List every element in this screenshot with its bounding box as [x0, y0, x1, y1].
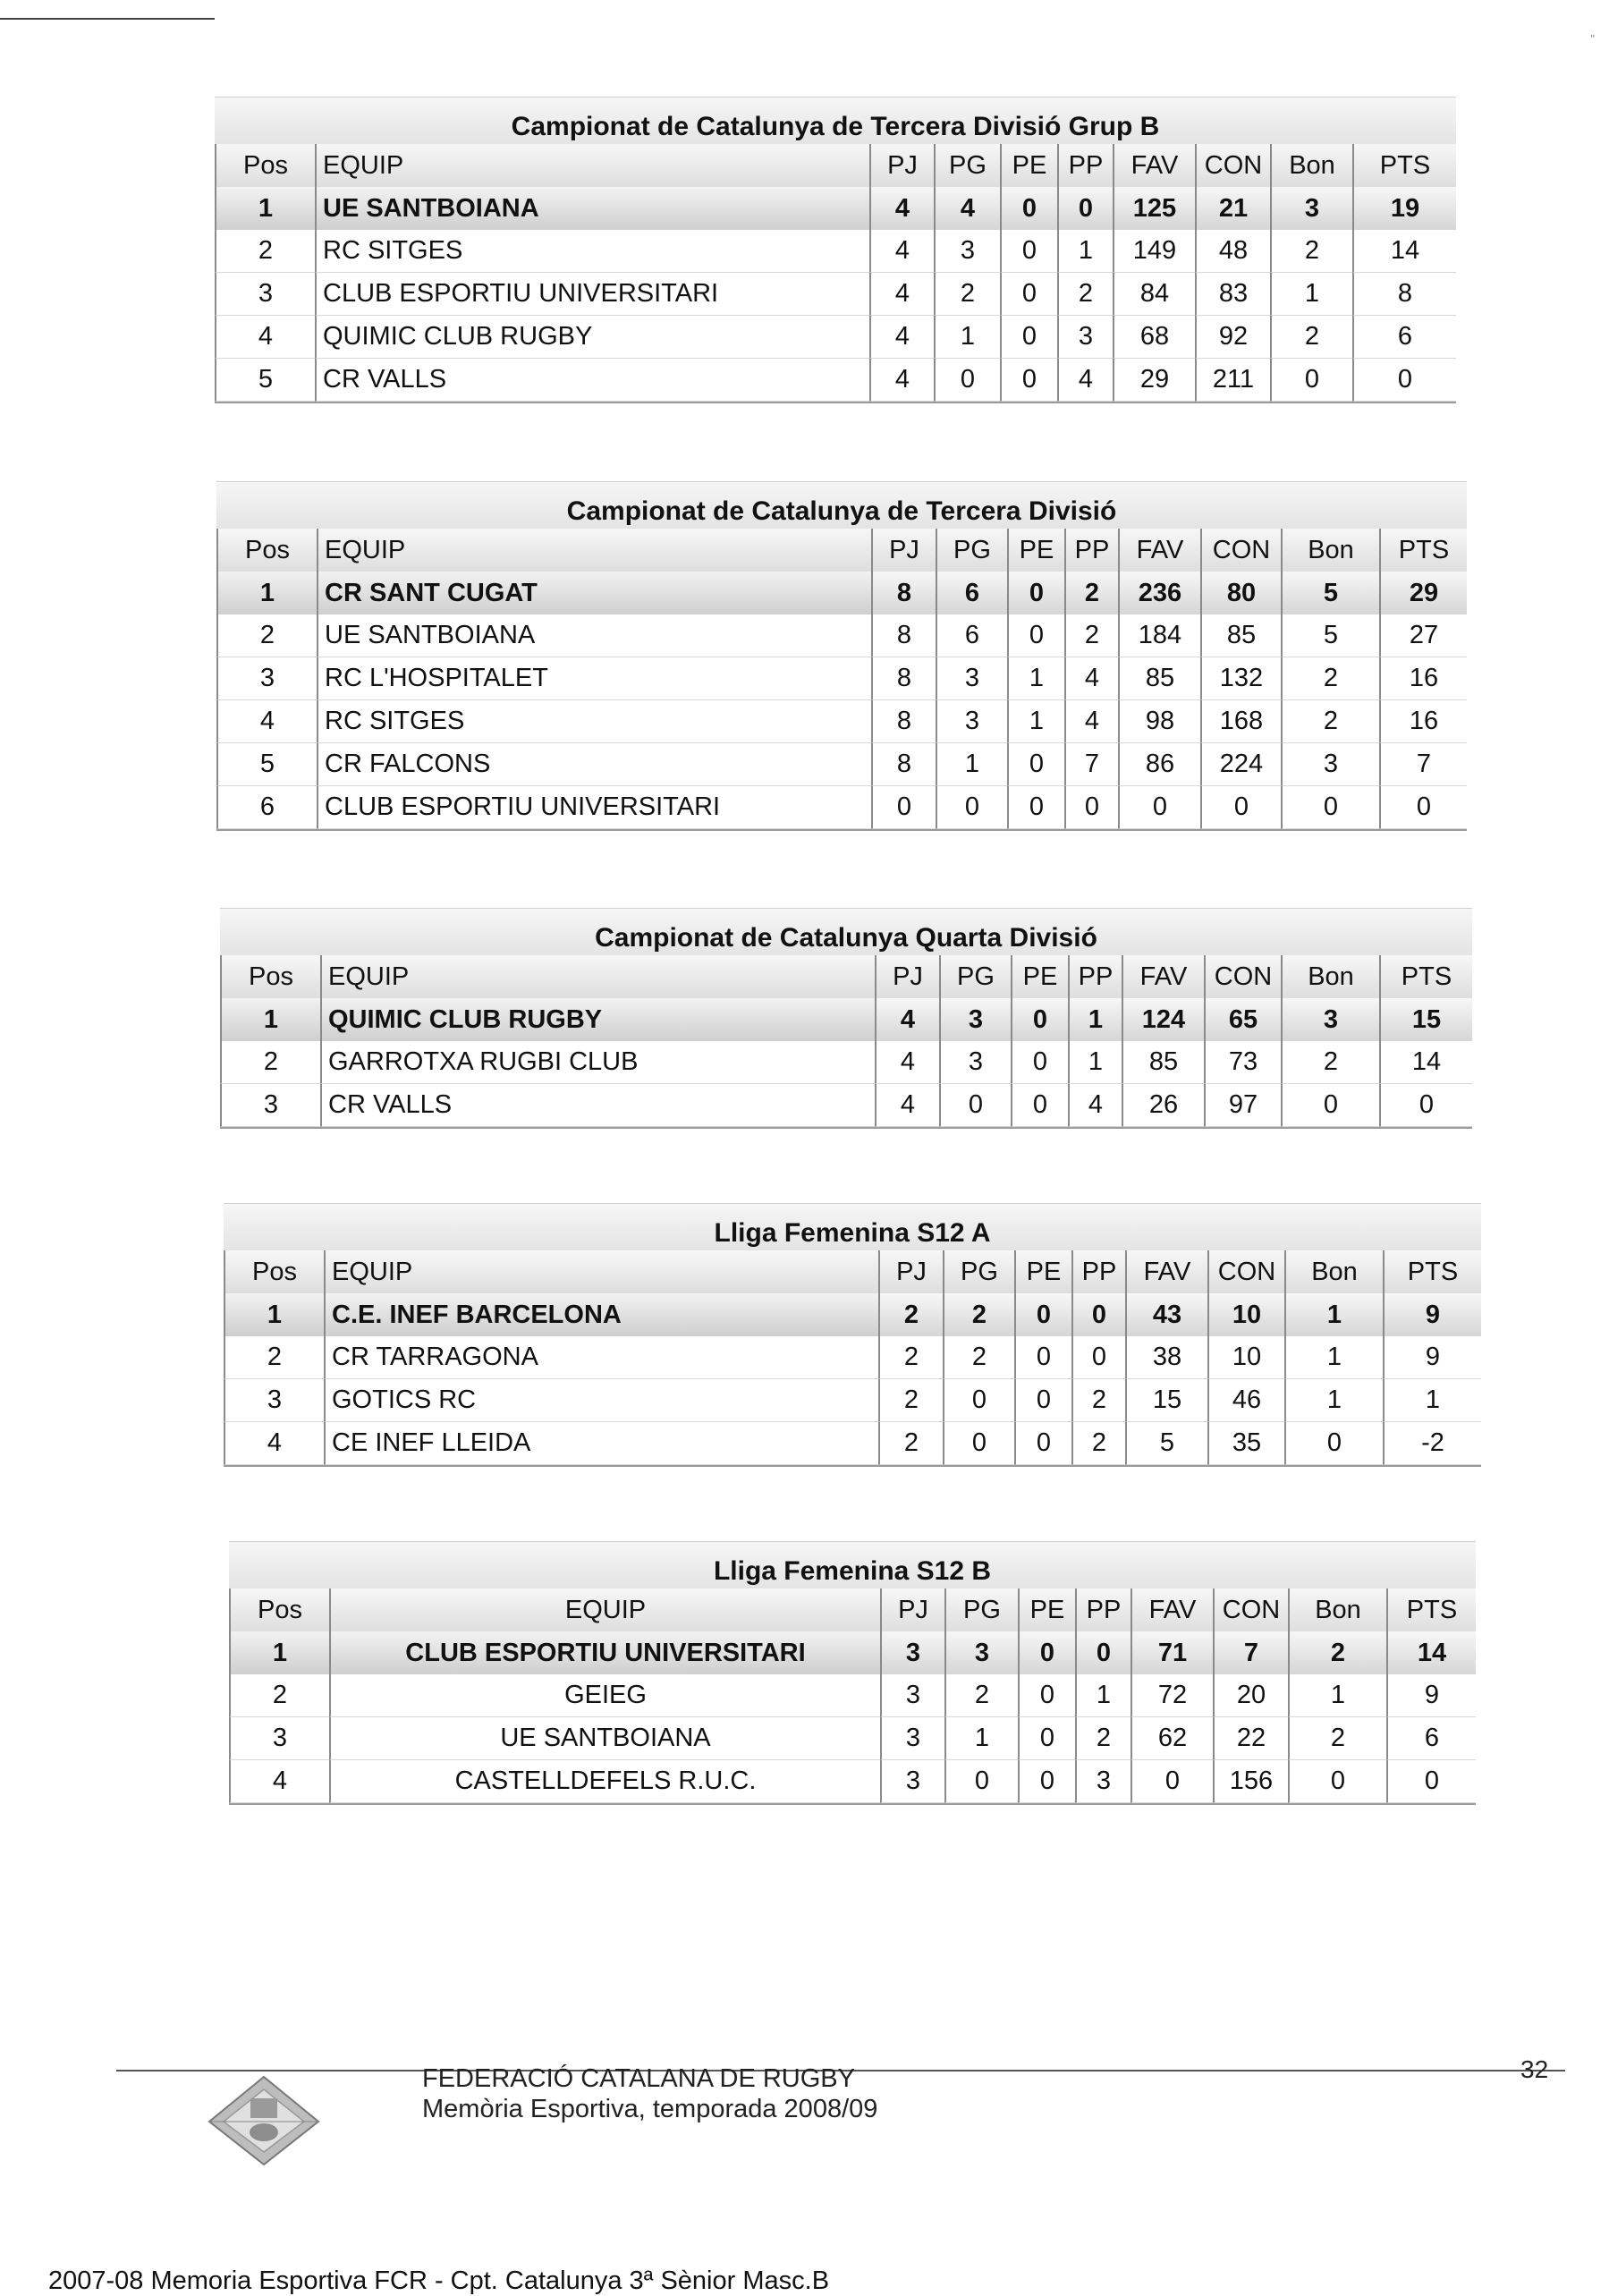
- column-header-fav: FAV: [1113, 144, 1195, 187]
- stat-cell-pg: 0: [943, 1379, 1014, 1422]
- stat-cell-pts: 14: [1352, 230, 1456, 273]
- stat-cell-pos: 2: [224, 1336, 324, 1379]
- stat-cell-pos: 3: [215, 273, 315, 316]
- stat-cell-con: 65: [1204, 998, 1281, 1041]
- stat-cell-pp: 2: [1071, 1422, 1125, 1465]
- stat-cell-fav: 184: [1118, 614, 1200, 657]
- column-header-con: CON: [1213, 1589, 1288, 1631]
- stat-cell-pj: 3: [880, 1760, 944, 1803]
- stat-cell-pj: 4: [869, 316, 934, 359]
- standings-table-femenina-s12-b: [229, 1541, 1476, 1805]
- stat-cell-fav: 0: [1131, 1760, 1213, 1803]
- column-header-pts: PTS: [1383, 1250, 1481, 1293]
- team-name-cell: CE INEF LLEIDA: [324, 1422, 878, 1465]
- column-header-pg: PG: [944, 1589, 1018, 1631]
- column-header-team: EQUIP: [315, 144, 869, 187]
- stat-cell-pe: 0: [1007, 614, 1064, 657]
- table-title: Lliga Femenina S12 A: [224, 1204, 1481, 1250]
- stat-cell-pg: 6: [936, 572, 1007, 614]
- column-header-pg: PG: [936, 529, 1007, 572]
- stat-cell-pos: 1: [229, 1631, 329, 1674]
- stat-cell-pts: 6: [1386, 1717, 1476, 1760]
- stat-cell-con: 168: [1200, 700, 1281, 743]
- column-header-fav: FAV: [1118, 529, 1200, 572]
- team-name-cell: UE SANTBOIANA: [315, 187, 869, 230]
- stat-cell-pg: 3: [939, 1041, 1011, 1084]
- stat-cell-pe: 0: [1000, 273, 1057, 316]
- stat-cell-pj: 8: [871, 572, 936, 614]
- stat-cell-pp: 4: [1068, 1084, 1122, 1127]
- stat-cell-pg: 3: [936, 657, 1007, 700]
- team-name-cell: UE SANTBOIANA: [329, 1717, 880, 1760]
- stat-cell-bon: 5: [1281, 614, 1379, 657]
- team-name-cell: GOTICS RC: [324, 1379, 878, 1422]
- stat-cell-pp: 0: [1064, 786, 1118, 829]
- stat-cell-con: 20: [1213, 1674, 1288, 1717]
- team-name-cell: RC L'HOSPITALET: [317, 657, 871, 700]
- stat-cell-pe: 0: [1000, 230, 1057, 273]
- column-header-pp: PP: [1071, 1250, 1125, 1293]
- stat-cell-pe: 0: [1000, 187, 1057, 230]
- stat-cell-pg: 1: [936, 743, 1007, 786]
- team-name-cell: GARROTXA RUGBI CLUB: [320, 1041, 875, 1084]
- stat-cell-pp: 2: [1075, 1717, 1131, 1760]
- stat-cell-pe: 0: [1007, 572, 1064, 614]
- stat-cell-con: 0: [1200, 786, 1281, 829]
- stat-cell-bon: 1: [1270, 273, 1352, 316]
- table-title: Campionat de Catalunya de Tercera Divisió Grup B: [215, 97, 1456, 144]
- stat-cell-pos: 1: [216, 572, 317, 614]
- column-header-pg: PG: [943, 1250, 1014, 1293]
- column-header-con: CON: [1207, 1250, 1284, 1293]
- stat-cell-bon: 1: [1284, 1293, 1383, 1336]
- stat-cell-con: 132: [1200, 657, 1281, 700]
- column-header-bon: Bon: [1270, 144, 1352, 187]
- stat-cell-fav: 29: [1113, 359, 1195, 402]
- stat-cell-bon: 1: [1288, 1674, 1386, 1717]
- standings-table-tercera: [216, 481, 1467, 831]
- stat-cell-fav: 68: [1113, 316, 1195, 359]
- stat-cell-pe: 0: [1007, 743, 1064, 786]
- stat-cell-pp: 1: [1075, 1674, 1131, 1717]
- stat-cell-pts: 14: [1386, 1631, 1476, 1674]
- stat-cell-pos: 2: [229, 1674, 329, 1717]
- column-header-bon: Bon: [1288, 1589, 1386, 1631]
- stat-cell-pos: 3: [224, 1379, 324, 1422]
- column-header-pts: PTS: [1379, 529, 1467, 572]
- stat-cell-pg: 3: [934, 230, 1000, 273]
- team-name-cell: CR SANT CUGAT: [317, 572, 871, 614]
- team-name-cell: RC SITGES: [317, 700, 871, 743]
- stat-cell-bon: 1: [1284, 1336, 1383, 1379]
- stat-cell-bon: 2: [1270, 230, 1352, 273]
- stat-cell-pos: 4: [216, 700, 317, 743]
- stat-cell-con: 85: [1200, 614, 1281, 657]
- stat-cell-fav: 85: [1122, 1041, 1204, 1084]
- stat-cell-pts: 6: [1352, 316, 1456, 359]
- stat-cell-fav: 86: [1118, 743, 1200, 786]
- column-header-pg: PG: [934, 144, 1000, 187]
- stat-cell-pg: 2: [944, 1674, 1018, 1717]
- stat-cell-pj: 4: [869, 230, 934, 273]
- stat-cell-pg: 4: [934, 187, 1000, 230]
- column-header-pos: Pos: [216, 529, 317, 572]
- corner-mark: ": [1590, 32, 1595, 46]
- stat-cell-pg: 3: [944, 1631, 1018, 1674]
- stat-cell-pos: 4: [215, 316, 315, 359]
- column-header-pj: PJ: [878, 1250, 943, 1293]
- stat-cell-pe: 0: [1007, 786, 1064, 829]
- stat-cell-pp: 0: [1075, 1631, 1131, 1674]
- column-header-bon: Bon: [1281, 529, 1379, 572]
- column-header-fav: FAV: [1122, 955, 1204, 998]
- stat-cell-pg: 0: [943, 1422, 1014, 1465]
- stat-cell-bon: 2: [1281, 700, 1379, 743]
- column-header-pe: PE: [1014, 1250, 1071, 1293]
- stat-cell-pos: 3: [216, 657, 317, 700]
- stat-cell-pj: 2: [878, 1293, 943, 1336]
- stat-cell-pts: 7: [1379, 743, 1467, 786]
- stat-cell-pe: 1: [1007, 657, 1064, 700]
- stat-cell-con: 48: [1195, 230, 1270, 273]
- stat-cell-pg: 3: [939, 998, 1011, 1041]
- column-header-pp: PP: [1075, 1589, 1131, 1631]
- standings-table-quarta: [220, 908, 1472, 1129]
- stat-cell-pos: 2: [220, 1041, 320, 1084]
- stat-cell-con: 156: [1213, 1760, 1288, 1803]
- team-name-cell: CR VALLS: [315, 359, 869, 402]
- column-header-bon: Bon: [1281, 955, 1379, 998]
- stat-cell-pp: 4: [1064, 657, 1118, 700]
- column-header-pts: PTS: [1386, 1589, 1476, 1631]
- stat-cell-pj: 2: [878, 1379, 943, 1422]
- column-header-pp: PP: [1064, 529, 1118, 572]
- stat-cell-pj: 8: [871, 743, 936, 786]
- stat-cell-bon: 2: [1281, 657, 1379, 700]
- stat-cell-pj: 4: [875, 1041, 939, 1084]
- stat-cell-bon: 1: [1284, 1379, 1383, 1422]
- stat-cell-pj: 3: [880, 1674, 944, 1717]
- stat-cell-bon: 3: [1281, 998, 1379, 1041]
- stat-cell-pj: 3: [880, 1717, 944, 1760]
- stat-cell-pg: 3: [936, 700, 1007, 743]
- stat-cell-pe: 0: [1018, 1760, 1075, 1803]
- stat-cell-fav: 125: [1113, 187, 1195, 230]
- stat-cell-pts: 15: [1379, 998, 1472, 1041]
- column-header-pp: PP: [1068, 955, 1122, 998]
- stat-cell-pos: 6: [216, 786, 317, 829]
- stat-cell-pp: 1: [1057, 230, 1113, 273]
- team-name-cell: CLUB ESPORTIU UNIVERSITARI: [315, 273, 869, 316]
- column-header-team: EQUIP: [324, 1250, 878, 1293]
- column-header-pe: PE: [1011, 955, 1068, 998]
- stat-cell-fav: 43: [1125, 1293, 1207, 1336]
- stat-cell-pp: 2: [1071, 1379, 1125, 1422]
- stat-cell-bon: 2: [1288, 1631, 1386, 1674]
- stat-cell-pp: 2: [1064, 614, 1118, 657]
- column-header-con: CON: [1200, 529, 1281, 572]
- stat-cell-con: 7: [1213, 1631, 1288, 1674]
- stat-cell-pe: 0: [1018, 1631, 1075, 1674]
- stat-cell-pj: 4: [869, 359, 934, 402]
- column-header-team: EQUIP: [329, 1589, 880, 1631]
- stat-cell-pts: 0: [1386, 1760, 1476, 1803]
- stat-cell-bon: 0: [1270, 359, 1352, 402]
- stat-cell-con: 211: [1195, 359, 1270, 402]
- stat-cell-pg: 1: [944, 1717, 1018, 1760]
- stat-cell-pts: 14: [1379, 1041, 1472, 1084]
- page-number: 32: [1520, 2055, 1549, 2083]
- stat-cell-pe: 0: [1014, 1422, 1071, 1465]
- stat-cell-fav: 236: [1118, 572, 1200, 614]
- stat-cell-pts: 9: [1386, 1674, 1476, 1717]
- team-name-cell: QUIMIC CLUB RUGBY: [315, 316, 869, 359]
- stat-cell-bon: 2: [1281, 1041, 1379, 1084]
- stat-cell-pos: 1: [215, 187, 315, 230]
- column-header-con: CON: [1195, 144, 1270, 187]
- column-header-pj: PJ: [875, 955, 939, 998]
- stat-cell-pos: 4: [229, 1760, 329, 1803]
- column-header-pos: Pos: [215, 144, 315, 187]
- stat-cell-con: 21: [1195, 187, 1270, 230]
- stat-cell-pj: 4: [869, 273, 934, 316]
- stat-cell-fav: 124: [1122, 998, 1204, 1041]
- stat-cell-pp: 1: [1068, 1041, 1122, 1084]
- stat-cell-pj: 4: [869, 187, 934, 230]
- table-title: Lliga Femenina S12 B: [229, 1542, 1476, 1589]
- stat-cell-pe: 0: [1014, 1336, 1071, 1379]
- stat-cell-fav: 85: [1118, 657, 1200, 700]
- stat-cell-pts: 8: [1352, 273, 1456, 316]
- stat-cell-pe: 1: [1007, 700, 1064, 743]
- stat-cell-pg: 0: [939, 1084, 1011, 1127]
- team-name-cell: CLUB ESPORTIU UNIVERSITARI: [317, 786, 871, 829]
- column-header-pg: PG: [939, 955, 1011, 998]
- team-name-cell: GEIEG: [329, 1674, 880, 1717]
- stat-cell-bon: 0: [1281, 1084, 1379, 1127]
- stat-cell-pg: 2: [943, 1293, 1014, 1336]
- stat-cell-pp: 0: [1071, 1293, 1125, 1336]
- stat-cell-fav: 71: [1131, 1631, 1213, 1674]
- stat-cell-pp: 2: [1064, 572, 1118, 614]
- column-header-pos: Pos: [220, 955, 320, 998]
- table-title: Campionat de Catalunya de Tercera Divisió: [216, 482, 1467, 529]
- stat-cell-pj: 4: [875, 998, 939, 1041]
- stat-cell-fav: 0: [1118, 786, 1200, 829]
- stat-cell-pos: 3: [229, 1717, 329, 1760]
- column-header-team: EQUIP: [320, 955, 875, 998]
- column-header-pp: PP: [1057, 144, 1113, 187]
- stat-cell-con: 83: [1195, 273, 1270, 316]
- stat-cell-fav: 84: [1113, 273, 1195, 316]
- column-header-con: CON: [1204, 955, 1281, 998]
- stat-cell-pp: 0: [1057, 187, 1113, 230]
- stat-cell-pts: 1: [1383, 1379, 1481, 1422]
- stat-cell-pe: 0: [1000, 316, 1057, 359]
- column-header-pts: PTS: [1352, 144, 1456, 187]
- stat-cell-pg: 1: [934, 316, 1000, 359]
- stat-cell-pg: 0: [936, 786, 1007, 829]
- stat-cell-bon: 2: [1288, 1717, 1386, 1760]
- stat-cell-pos: 1: [220, 998, 320, 1041]
- stat-cell-con: 224: [1200, 743, 1281, 786]
- stat-cell-pts: 0: [1379, 786, 1467, 829]
- stat-cell-pg: 2: [943, 1336, 1014, 1379]
- table-title: Campionat de Catalunya Quarta Divisió: [220, 909, 1472, 955]
- top-rule: [0, 18, 215, 20]
- stat-cell-fav: 72: [1131, 1674, 1213, 1717]
- stat-cell-con: 97: [1204, 1084, 1281, 1127]
- standings-table-femenina-s12-a: [224, 1203, 1481, 1467]
- stat-cell-pp: 4: [1057, 359, 1113, 402]
- stat-cell-pp: 4: [1064, 700, 1118, 743]
- stat-cell-pp: 1: [1068, 998, 1122, 1041]
- stat-cell-pos: 4: [224, 1422, 324, 1465]
- stat-cell-con: 10: [1207, 1293, 1284, 1336]
- team-name-cell: RC SITGES: [315, 230, 869, 273]
- stat-cell-pe: 0: [1018, 1717, 1075, 1760]
- document-caption: 2007-08 Memoria Esportiva FCR - Cpt. Catalunya 3ª Sènior Masc.B: [48, 2266, 830, 2295]
- stat-cell-pg: 0: [934, 359, 1000, 402]
- stat-cell-pts: 16: [1379, 700, 1467, 743]
- stat-cell-pp: 3: [1057, 316, 1113, 359]
- stat-cell-fav: 38: [1125, 1336, 1207, 1379]
- column-header-pj: PJ: [880, 1589, 944, 1631]
- stat-cell-pg: 2: [934, 273, 1000, 316]
- stat-cell-bon: 0: [1281, 786, 1379, 829]
- stat-cell-pj: 2: [878, 1336, 943, 1379]
- stat-cell-pj: 0: [871, 786, 936, 829]
- stat-cell-pts: 9: [1383, 1293, 1481, 1336]
- stat-cell-pos: 5: [215, 359, 315, 402]
- stat-cell-pj: 4: [875, 1084, 939, 1127]
- stat-cell-bon: 0: [1284, 1422, 1383, 1465]
- footer-organization: FEDERACIÓ CATALANA DE RUGBY: [422, 2064, 855, 2093]
- stat-cell-pos: 3: [220, 1084, 320, 1127]
- stat-cell-fav: 15: [1125, 1379, 1207, 1422]
- column-header-pe: PE: [1007, 529, 1064, 572]
- stat-cell-pe: 0: [1011, 998, 1068, 1041]
- team-name-cell: QUIMIC CLUB RUGBY: [320, 998, 875, 1041]
- team-name-cell: CR VALLS: [320, 1084, 875, 1127]
- column-header-fav: FAV: [1125, 1250, 1207, 1293]
- stat-cell-con: 80: [1200, 572, 1281, 614]
- stat-cell-con: 73: [1204, 1041, 1281, 1084]
- stat-cell-pts: 29: [1379, 572, 1467, 614]
- stat-cell-bon: 2: [1270, 316, 1352, 359]
- team-name-cell: CASTELLDEFELS R.U.C.: [329, 1760, 880, 1803]
- stat-cell-bon: 3: [1270, 187, 1352, 230]
- stat-cell-con: 10: [1207, 1336, 1284, 1379]
- stat-cell-pj: 2: [878, 1422, 943, 1465]
- stat-cell-pe: 0: [1011, 1041, 1068, 1084]
- stat-cell-fav: 98: [1118, 700, 1200, 743]
- team-name-cell: CLUB ESPORTIU UNIVERSITARI: [329, 1631, 880, 1674]
- stat-cell-pos: 2: [216, 614, 317, 657]
- stat-cell-fav: 149: [1113, 230, 1195, 273]
- stat-cell-pts: 9: [1383, 1336, 1481, 1379]
- stat-cell-fav: 26: [1122, 1084, 1204, 1127]
- stat-cell-con: 35: [1207, 1422, 1284, 1465]
- stat-cell-fav: 62: [1131, 1717, 1213, 1760]
- stat-cell-pe: 0: [1014, 1293, 1071, 1336]
- stat-cell-pp: 7: [1064, 743, 1118, 786]
- stat-cell-con: 92: [1195, 316, 1270, 359]
- stat-cell-pg: 6: [936, 614, 1007, 657]
- column-header-pe: PE: [1000, 144, 1057, 187]
- team-name-cell: UE SANTBOIANA: [317, 614, 871, 657]
- team-name-cell: CR FALCONS: [317, 743, 871, 786]
- column-header-pe: PE: [1018, 1589, 1075, 1631]
- stat-cell-pts: 0: [1379, 1084, 1472, 1127]
- stat-cell-con: 46: [1207, 1379, 1284, 1422]
- stat-cell-pe: 0: [1011, 1084, 1068, 1127]
- stat-cell-pj: 3: [880, 1631, 944, 1674]
- stat-cell-con: 22: [1213, 1717, 1288, 1760]
- stat-cell-pj: 8: [871, 614, 936, 657]
- stat-cell-pos: 1: [224, 1293, 324, 1336]
- stat-cell-pos: 2: [215, 230, 315, 273]
- stat-cell-pp: 3: [1075, 1760, 1131, 1803]
- footer-memoria: Memòria Esportiva, temporada 2008/09: [422, 2095, 878, 2123]
- stat-cell-pe: 0: [1014, 1379, 1071, 1422]
- stat-cell-pts: -2: [1383, 1422, 1481, 1465]
- column-header-team: EQUIP: [317, 529, 871, 572]
- column-header-pos: Pos: [224, 1250, 324, 1293]
- stat-cell-pj: 8: [871, 657, 936, 700]
- stat-cell-bon: 0: [1288, 1760, 1386, 1803]
- fcr-logo-icon: [206, 2073, 322, 2168]
- stat-cell-pos: 5: [216, 743, 317, 786]
- team-name-cell: C.E. INEF BARCELONA: [324, 1293, 878, 1336]
- stat-cell-pp: 2: [1057, 273, 1113, 316]
- stat-cell-pts: 16: [1379, 657, 1467, 700]
- column-header-pts: PTS: [1379, 955, 1472, 998]
- column-header-fav: FAV: [1131, 1589, 1213, 1631]
- stat-cell-bon: 5: [1281, 572, 1379, 614]
- stat-cell-pts: 0: [1352, 359, 1456, 402]
- column-header-bon: Bon: [1284, 1250, 1383, 1293]
- stat-cell-pts: 19: [1352, 187, 1456, 230]
- column-header-pj: PJ: [869, 144, 934, 187]
- team-name-cell: CR TARRAGONA: [324, 1336, 878, 1379]
- stat-cell-pg: 0: [944, 1760, 1018, 1803]
- stat-cell-pp: 0: [1071, 1336, 1125, 1379]
- standings-table-tercera-grup-b: [215, 97, 1456, 403]
- column-header-pj: PJ: [871, 529, 936, 572]
- stat-cell-pj: 8: [871, 700, 936, 743]
- stat-cell-pe: 0: [1018, 1674, 1075, 1717]
- stat-cell-bon: 3: [1281, 743, 1379, 786]
- stat-cell-pe: 0: [1000, 359, 1057, 402]
- stat-cell-pts: 27: [1379, 614, 1467, 657]
- column-header-pos: Pos: [229, 1589, 329, 1631]
- stat-cell-fav: 5: [1125, 1422, 1207, 1465]
